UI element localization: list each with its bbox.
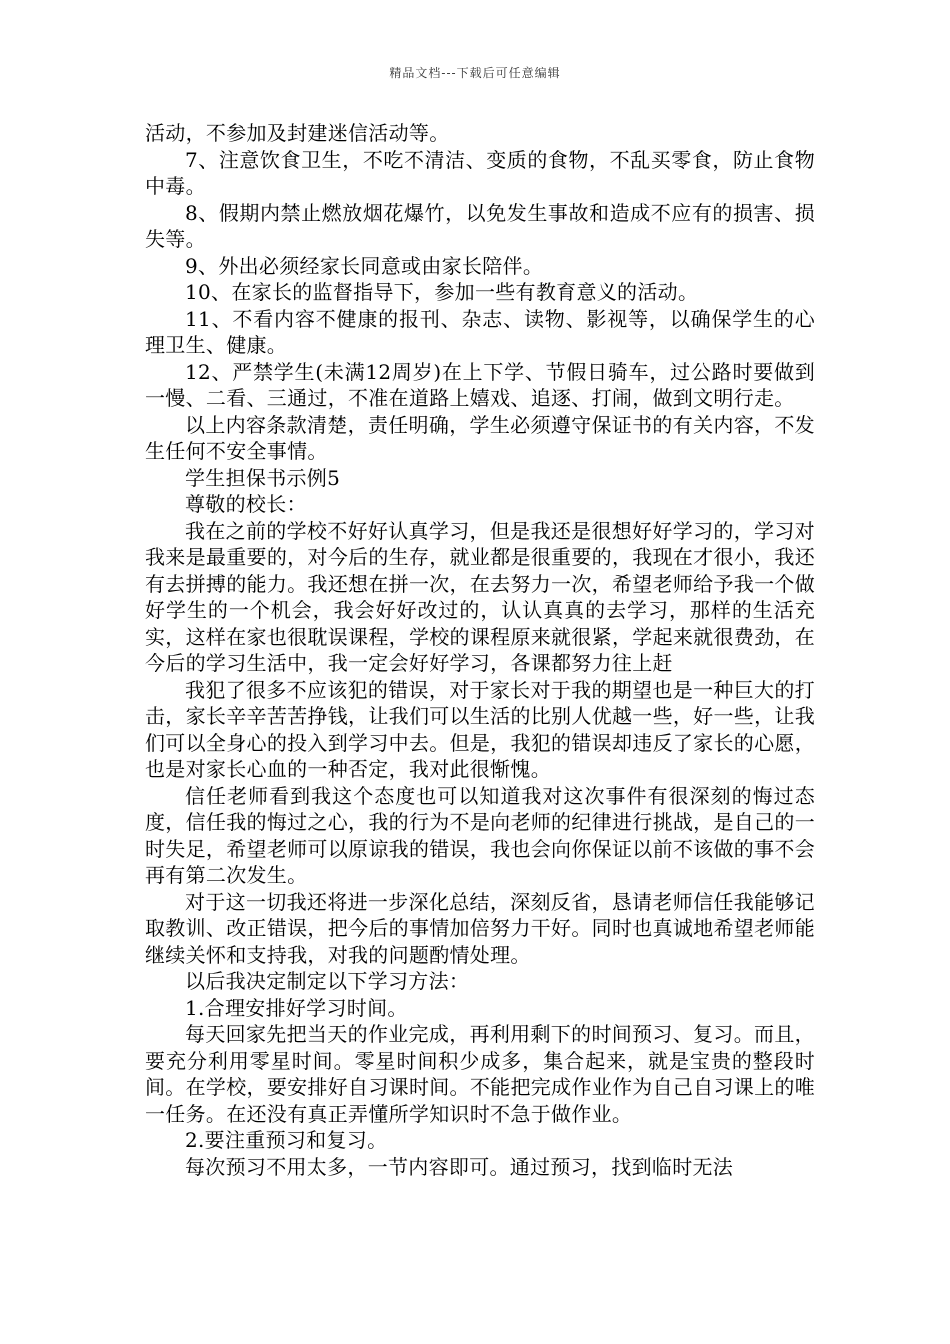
paragraph: 我在之前的学校不好好认真学习，但是我还是很想好好学习的，学习对我来是最重要的，对今后的生存，就业都是很重要的，我现在才很小，我还有去拼搏的能力。我还想在拼一次，在去努力一次，希望老师给予我一个做好学生的一个机会，我会好好改过的，认认真真的去学习，那样的生活充实，这样在家也很耽误课程，学校的课程原来就很紧，学起来就很费劲，在今后的学习生活中，我一定会好好学习，各课都努力往上赶 xyxy=(145,518,815,675)
paragraph: 每天回家先把当天的作业完成，再利用剩下的时间预习、复习。而且，要充分利用零星时间。零星时间积少成多，集合起来，就是宝贵的整段时间。在学校，要安排好自习课时间。不能把完成作业作为自己自习课上的唯一任务。在还没有真正弄懂所学知识时不急于做作业。 xyxy=(145,1022,815,1126)
paragraph: 以后我决定制定以下学习方法： xyxy=(185,969,470,993)
paragraph: 以上内容条款清楚，责任明确，学生必须遵守保证书的有关内容，不发生任何不安全事情。 xyxy=(145,412,815,463)
paragraph: 7、注意饮食卫生，不吃不清洁、变质的食物，不乱买零食，防止食物中毒。 xyxy=(145,147,815,198)
paragraph: 每次预习不用太多，一节内容即可。通过预习，找到临时无法 xyxy=(185,1154,734,1179)
page-header: 精品文档---下载后可任意编辑 xyxy=(389,66,561,80)
section-title: 学生担保书示例5 xyxy=(185,465,341,490)
paragraph: 8、假期内禁止燃放烟花爆竹，以免发生事故和造成不应有的损害、损失等。 xyxy=(145,200,815,251)
paragraph: 对于这一切我还将进一步深化总结，深刻反省，恳请老师信任我能够记取教训、改正错误，把今后的事情加倍努力干好。同时也真诚地希望老师能继续关怀和支持我，对我的问题酌情处理。 xyxy=(145,889,815,967)
document-body xyxy=(145,120,815,1180)
paragraph: 9、外出必须经家长同意或由家长陪伴。 xyxy=(185,253,544,278)
paragraph: 信任老师看到我这个态度也可以知道我对这次事件有很深刻的悔过态度，信任我的悔过之心，我的行为不是向老师的纪律进行挑战，是自己的一时失足，希望老师可以原谅我的错误，我也会向你保证以前不该做的事不会再有第二次发生。 xyxy=(145,783,815,887)
list-heading: 1.合理安排好学习时间。 xyxy=(185,995,408,1020)
paragraph: 我犯了很多不应该犯的错误，对于家长对于我的期望也是一种巨大的打击，家长辛辛苦苦挣钱，让我们可以生活的比别人优越一些，好一些，让我们可以全身心的投入到学习中去。但是，我犯的错误却违反了家长的心愿，也是对家长心血的一种否定，我对此很惭愧。 xyxy=(145,677,815,781)
paragraph: 活动，不参加及封建迷信活动等。 xyxy=(145,121,450,145)
paragraph: 12、严禁学生(未满12周岁)在上下学、节假日骑车，过公路时要做到一慢、二看、三通过，不准在道路上嬉戏、追逐、打闹，做到文明行走。 xyxy=(145,359,815,410)
paragraph: 10、在家长的监督指导下，参加一些有教育意义的活动。 xyxy=(185,280,699,304)
list-heading: 2.要注重预习和复习。 xyxy=(185,1128,388,1152)
paragraph: 11、不看内容不健康的报刊、杂志、读物、影视等，以确保学生的心理卫生、健康。 xyxy=(145,306,815,357)
salutation: 尊敬的校长： xyxy=(185,492,307,516)
